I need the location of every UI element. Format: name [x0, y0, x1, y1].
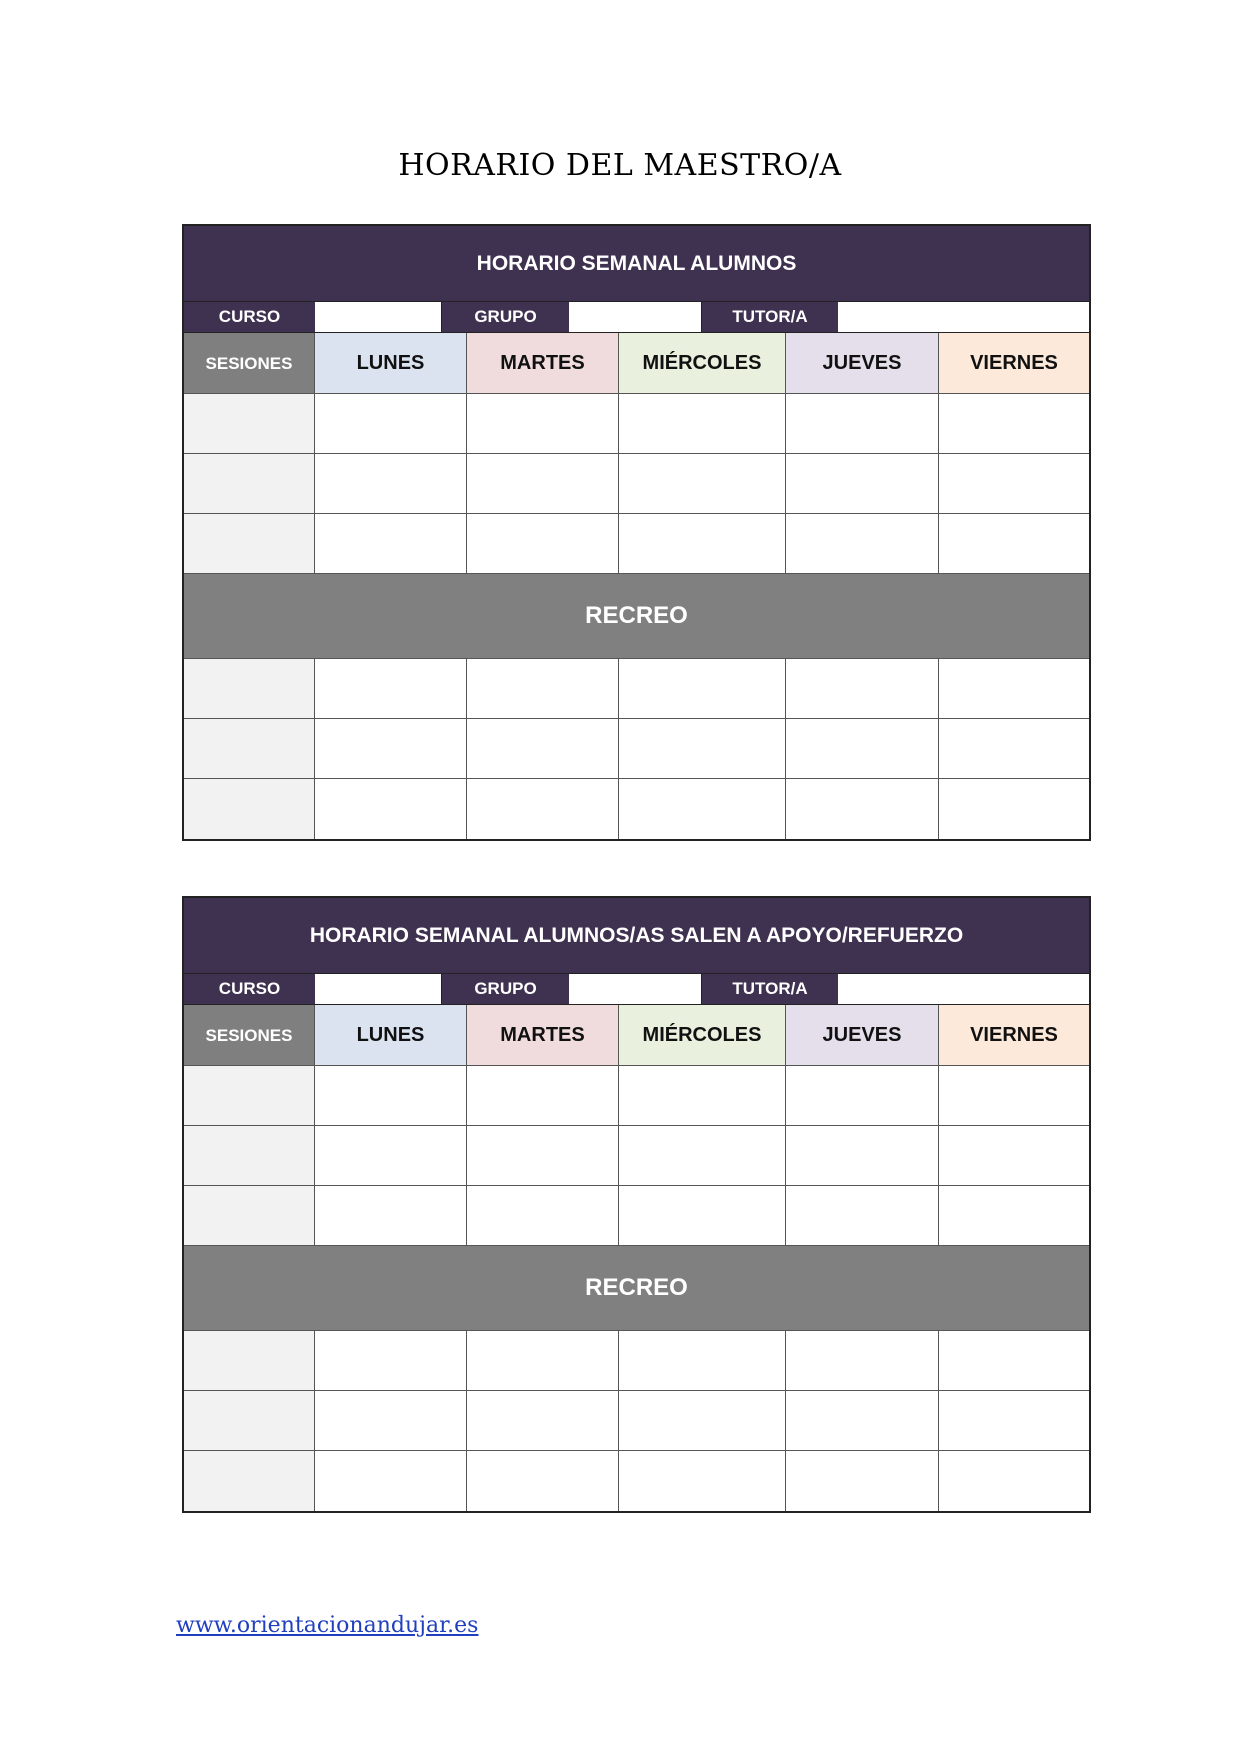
slot-cell-miercoles[interactable] — [619, 454, 786, 514]
grupo-field[interactable] — [569, 302, 702, 332]
session-time-cell[interactable] — [184, 454, 315, 514]
sessions-column-header: SESIONES — [184, 333, 315, 394]
slot-cell-jueves[interactable] — [786, 719, 939, 779]
slot-cell-martes[interactable] — [467, 659, 619, 719]
day-header-martes: MARTES — [467, 1005, 619, 1066]
day-header-lunes: LUNES — [315, 333, 467, 394]
session-time-cell[interactable] — [184, 719, 315, 779]
slot-cell-lunes[interactable] — [315, 454, 467, 514]
slot-cell-martes[interactable] — [467, 719, 619, 779]
slot-cell-viernes[interactable] — [939, 1391, 1089, 1451]
curso-label: CURSO — [184, 974, 315, 1004]
slot-cell-martes[interactable] — [467, 514, 619, 574]
slot-cell-martes[interactable] — [467, 1391, 619, 1451]
info-row — [184, 302, 1089, 333]
slot-cell-lunes[interactable] — [315, 1126, 467, 1186]
slot-cell-jueves[interactable] — [786, 1331, 939, 1391]
slot-cell-lunes[interactable] — [315, 1186, 467, 1246]
day-header-lunes: LUNES — [315, 1005, 467, 1066]
session-time-cell[interactable] — [184, 1186, 315, 1246]
slot-cell-miercoles[interactable] — [619, 394, 786, 454]
slot-cell-jueves[interactable] — [786, 1451, 939, 1511]
website-link[interactable]: www.orientacionandujar.es — [176, 1613, 479, 1638]
session-time-cell[interactable] — [184, 779, 315, 839]
schedule-table-alumnos — [182, 224, 1091, 841]
slot-cell-miercoles[interactable] — [619, 514, 786, 574]
slot-cell-martes[interactable] — [467, 1331, 619, 1391]
tutor-label: TUTOR/A — [702, 302, 838, 332]
slot-cell-viernes[interactable] — [939, 1331, 1089, 1391]
slot-cell-miercoles[interactable] — [619, 1331, 786, 1391]
session-time-cell[interactable] — [184, 514, 315, 574]
slot-cell-viernes[interactable] — [939, 1126, 1089, 1186]
slot-cell-martes[interactable] — [467, 1451, 619, 1511]
session-time-cell[interactable] — [184, 1451, 315, 1511]
slot-cell-jueves[interactable] — [786, 659, 939, 719]
slot-cell-martes[interactable] — [467, 1186, 619, 1246]
session-time-cell[interactable] — [184, 1066, 315, 1126]
slot-cell-jueves[interactable] — [786, 394, 939, 454]
slot-cell-viernes[interactable] — [939, 454, 1089, 514]
tutor-field[interactable] — [838, 302, 1089, 332]
day-header-miercoles: MIÉRCOLES — [619, 1005, 786, 1066]
slot-cell-miercoles[interactable] — [619, 659, 786, 719]
morning-slots — [184, 394, 1089, 574]
slot-cell-jueves[interactable] — [786, 779, 939, 839]
sessions-column-header: SESIONES — [184, 1005, 315, 1066]
curso-label: CURSO — [184, 302, 315, 332]
schedule-header: HORARIO SEMANAL ALUMNOS/AS SALEN A APOYO/REFUERZO — [184, 898, 1089, 974]
slot-cell-martes[interactable] — [467, 1066, 619, 1126]
recreo-band: RECREO — [184, 1246, 1089, 1331]
slot-cell-viernes[interactable] — [939, 1186, 1089, 1246]
slot-cell-miercoles[interactable] — [619, 1391, 786, 1451]
tutor-label: TUTOR/A — [702, 974, 838, 1004]
session-time-cell[interactable] — [184, 1331, 315, 1391]
slot-cell-jueves[interactable] — [786, 1186, 939, 1246]
session-time-cell[interactable] — [184, 659, 315, 719]
curso-field[interactable] — [315, 302, 442, 332]
slot-cell-miercoles[interactable] — [619, 1126, 786, 1186]
slot-cell-lunes[interactable] — [315, 1331, 467, 1391]
slot-cell-lunes[interactable] — [315, 1066, 467, 1126]
session-time-cell[interactable] — [184, 1126, 315, 1186]
slot-cell-lunes[interactable] — [315, 779, 467, 839]
slot-cell-lunes[interactable] — [315, 719, 467, 779]
curso-field[interactable] — [315, 974, 442, 1004]
slot-cell-jueves[interactable] — [786, 454, 939, 514]
slot-cell-viernes[interactable] — [939, 779, 1089, 839]
day-header-jueves: JUEVES — [786, 333, 939, 394]
slot-cell-miercoles[interactable] — [619, 1066, 786, 1126]
slot-cell-jueves[interactable] — [786, 1066, 939, 1126]
slot-cell-lunes[interactable] — [315, 1391, 467, 1451]
slot-cell-lunes[interactable] — [315, 659, 467, 719]
slot-cell-viernes[interactable] — [939, 659, 1089, 719]
slot-cell-miercoles[interactable] — [619, 1451, 786, 1511]
slot-cell-lunes[interactable] — [315, 1451, 467, 1511]
recreo-band: RECREO — [184, 574, 1089, 659]
day-header-viernes: VIERNES — [939, 333, 1089, 394]
session-time-cell[interactable] — [184, 394, 315, 454]
slot-cell-martes[interactable] — [467, 779, 619, 839]
day-header-jueves: JUEVES — [786, 1005, 939, 1066]
tutor-field[interactable] — [838, 974, 1089, 1004]
slot-cell-miercoles[interactable] — [619, 779, 786, 839]
day-header-viernes: VIERNES — [939, 1005, 1089, 1066]
schedule-header: HORARIO SEMANAL ALUMNOS — [184, 226, 1089, 302]
grupo-label: GRUPO — [442, 302, 569, 332]
slot-cell-lunes[interactable] — [315, 514, 467, 574]
afternoon-slots — [184, 1331, 1089, 1511]
slot-cell-viernes[interactable] — [939, 394, 1089, 454]
day-header-martes: MARTES — [467, 333, 619, 394]
grupo-label: GRUPO — [442, 974, 569, 1004]
slot-cell-viernes[interactable] — [939, 514, 1089, 574]
schedule-table-apoyo-refuerzo — [182, 896, 1091, 1513]
weekday-header-row — [184, 1005, 1089, 1066]
morning-slots — [184, 1066, 1089, 1246]
info-row — [184, 974, 1089, 1005]
slot-cell-miercoles[interactable] — [619, 719, 786, 779]
slot-cell-martes[interactable] — [467, 394, 619, 454]
slot-cell-jueves[interactable] — [786, 1391, 939, 1451]
slot-cell-martes[interactable] — [467, 454, 619, 514]
page-title: HORARIO DEL MAESTRO/A — [398, 148, 842, 183]
session-time-cell[interactable] — [184, 1391, 315, 1451]
slot-cell-martes[interactable] — [467, 1126, 619, 1186]
slot-cell-jueves[interactable] — [786, 1126, 939, 1186]
afternoon-slots — [184, 659, 1089, 839]
grupo-field[interactable] — [569, 974, 702, 1004]
weekday-header-row — [184, 333, 1089, 394]
slot-cell-viernes[interactable] — [939, 1066, 1089, 1126]
slot-cell-jueves[interactable] — [786, 514, 939, 574]
slot-cell-viernes[interactable] — [939, 1451, 1089, 1511]
slot-cell-viernes[interactable] — [939, 719, 1089, 779]
slot-cell-lunes[interactable] — [315, 394, 467, 454]
day-header-miercoles: MIÉRCOLES — [619, 333, 786, 394]
slot-cell-miercoles[interactable] — [619, 1186, 786, 1246]
